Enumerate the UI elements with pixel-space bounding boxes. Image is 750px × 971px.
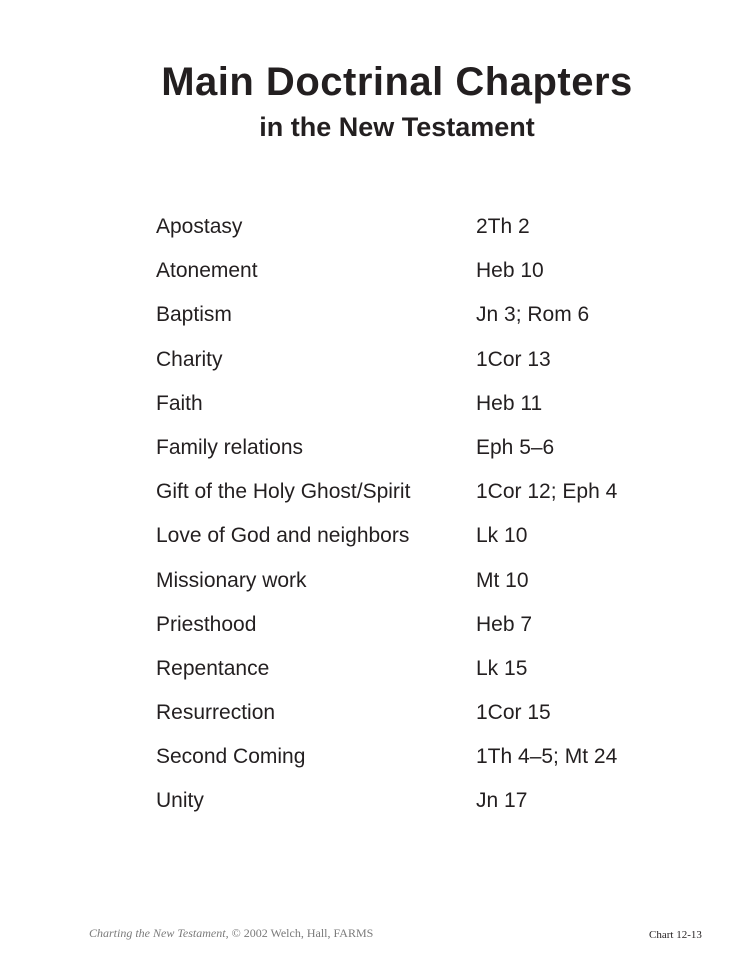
topic-label: Resurrection (156, 701, 276, 725)
list-item (156, 345, 676, 389)
list-item (156, 521, 676, 565)
scripture-reference: Jn 3; Rom 6 (476, 303, 590, 327)
topic-label: Baptism (156, 303, 232, 327)
topic-label: Family relations (156, 435, 304, 459)
list-item (156, 433, 676, 477)
chart-number: Chart 12-13 (649, 929, 702, 941)
topic-label: Gift of the Holy Ghost/Spirit (156, 480, 411, 504)
scripture-reference: 1Cor 12; Eph 4 (476, 480, 618, 504)
list-item (156, 566, 676, 610)
topic-label: Atonement (156, 259, 258, 283)
list-item (156, 477, 676, 521)
scripture-reference: Mt 10 (476, 568, 529, 592)
topic-label: Faith (156, 391, 203, 415)
scripture-reference: 1Cor 13 (476, 347, 551, 371)
book-title: Charting the New Testament, (89, 926, 229, 940)
list-item (156, 610, 676, 654)
scripture-reference: 1Cor 15 (476, 701, 551, 725)
list-item (156, 256, 676, 300)
doctrine-list (156, 212, 676, 831)
topic-label: Apostasy (156, 215, 243, 238)
scripture-reference: Eph 5–6 (476, 435, 555, 459)
topic-label: Charity (156, 347, 223, 371)
list-item (156, 654, 676, 698)
list-item (156, 212, 676, 256)
scripture-reference: Lk 15 (476, 656, 528, 680)
topic-label: Repentance (156, 656, 270, 680)
copyright-text: © 2002 Welch, Hall, FARMS (228, 926, 374, 940)
list-item (156, 786, 676, 830)
page-title: Main Doctrinal Chapters (161, 60, 633, 104)
topic-label: Second Coming (156, 745, 306, 769)
scripture-reference: 1Th 4–5; Mt 24 (476, 745, 618, 769)
topic-label: Unity (156, 789, 204, 813)
list-item (156, 300, 676, 344)
scripture-reference: Heb 10 (476, 259, 544, 283)
topic-label: Missionary work (156, 568, 307, 592)
scripture-reference: Heb 11 (476, 391, 543, 415)
page-subtitle: in the New Testament (259, 112, 535, 142)
scripture-reference: Lk 10 (476, 524, 528, 548)
topic-label: Priesthood (156, 612, 257, 636)
scripture-reference: 2Th 2 (476, 215, 530, 238)
topic-label: Love of God and neighbors (156, 524, 410, 548)
list-item (156, 698, 676, 742)
scripture-reference: Heb 7 (476, 612, 533, 636)
scripture-reference: Jn 17 (476, 789, 528, 813)
footer-copyright (89, 926, 373, 941)
list-item (156, 389, 676, 433)
list-item (156, 742, 676, 786)
